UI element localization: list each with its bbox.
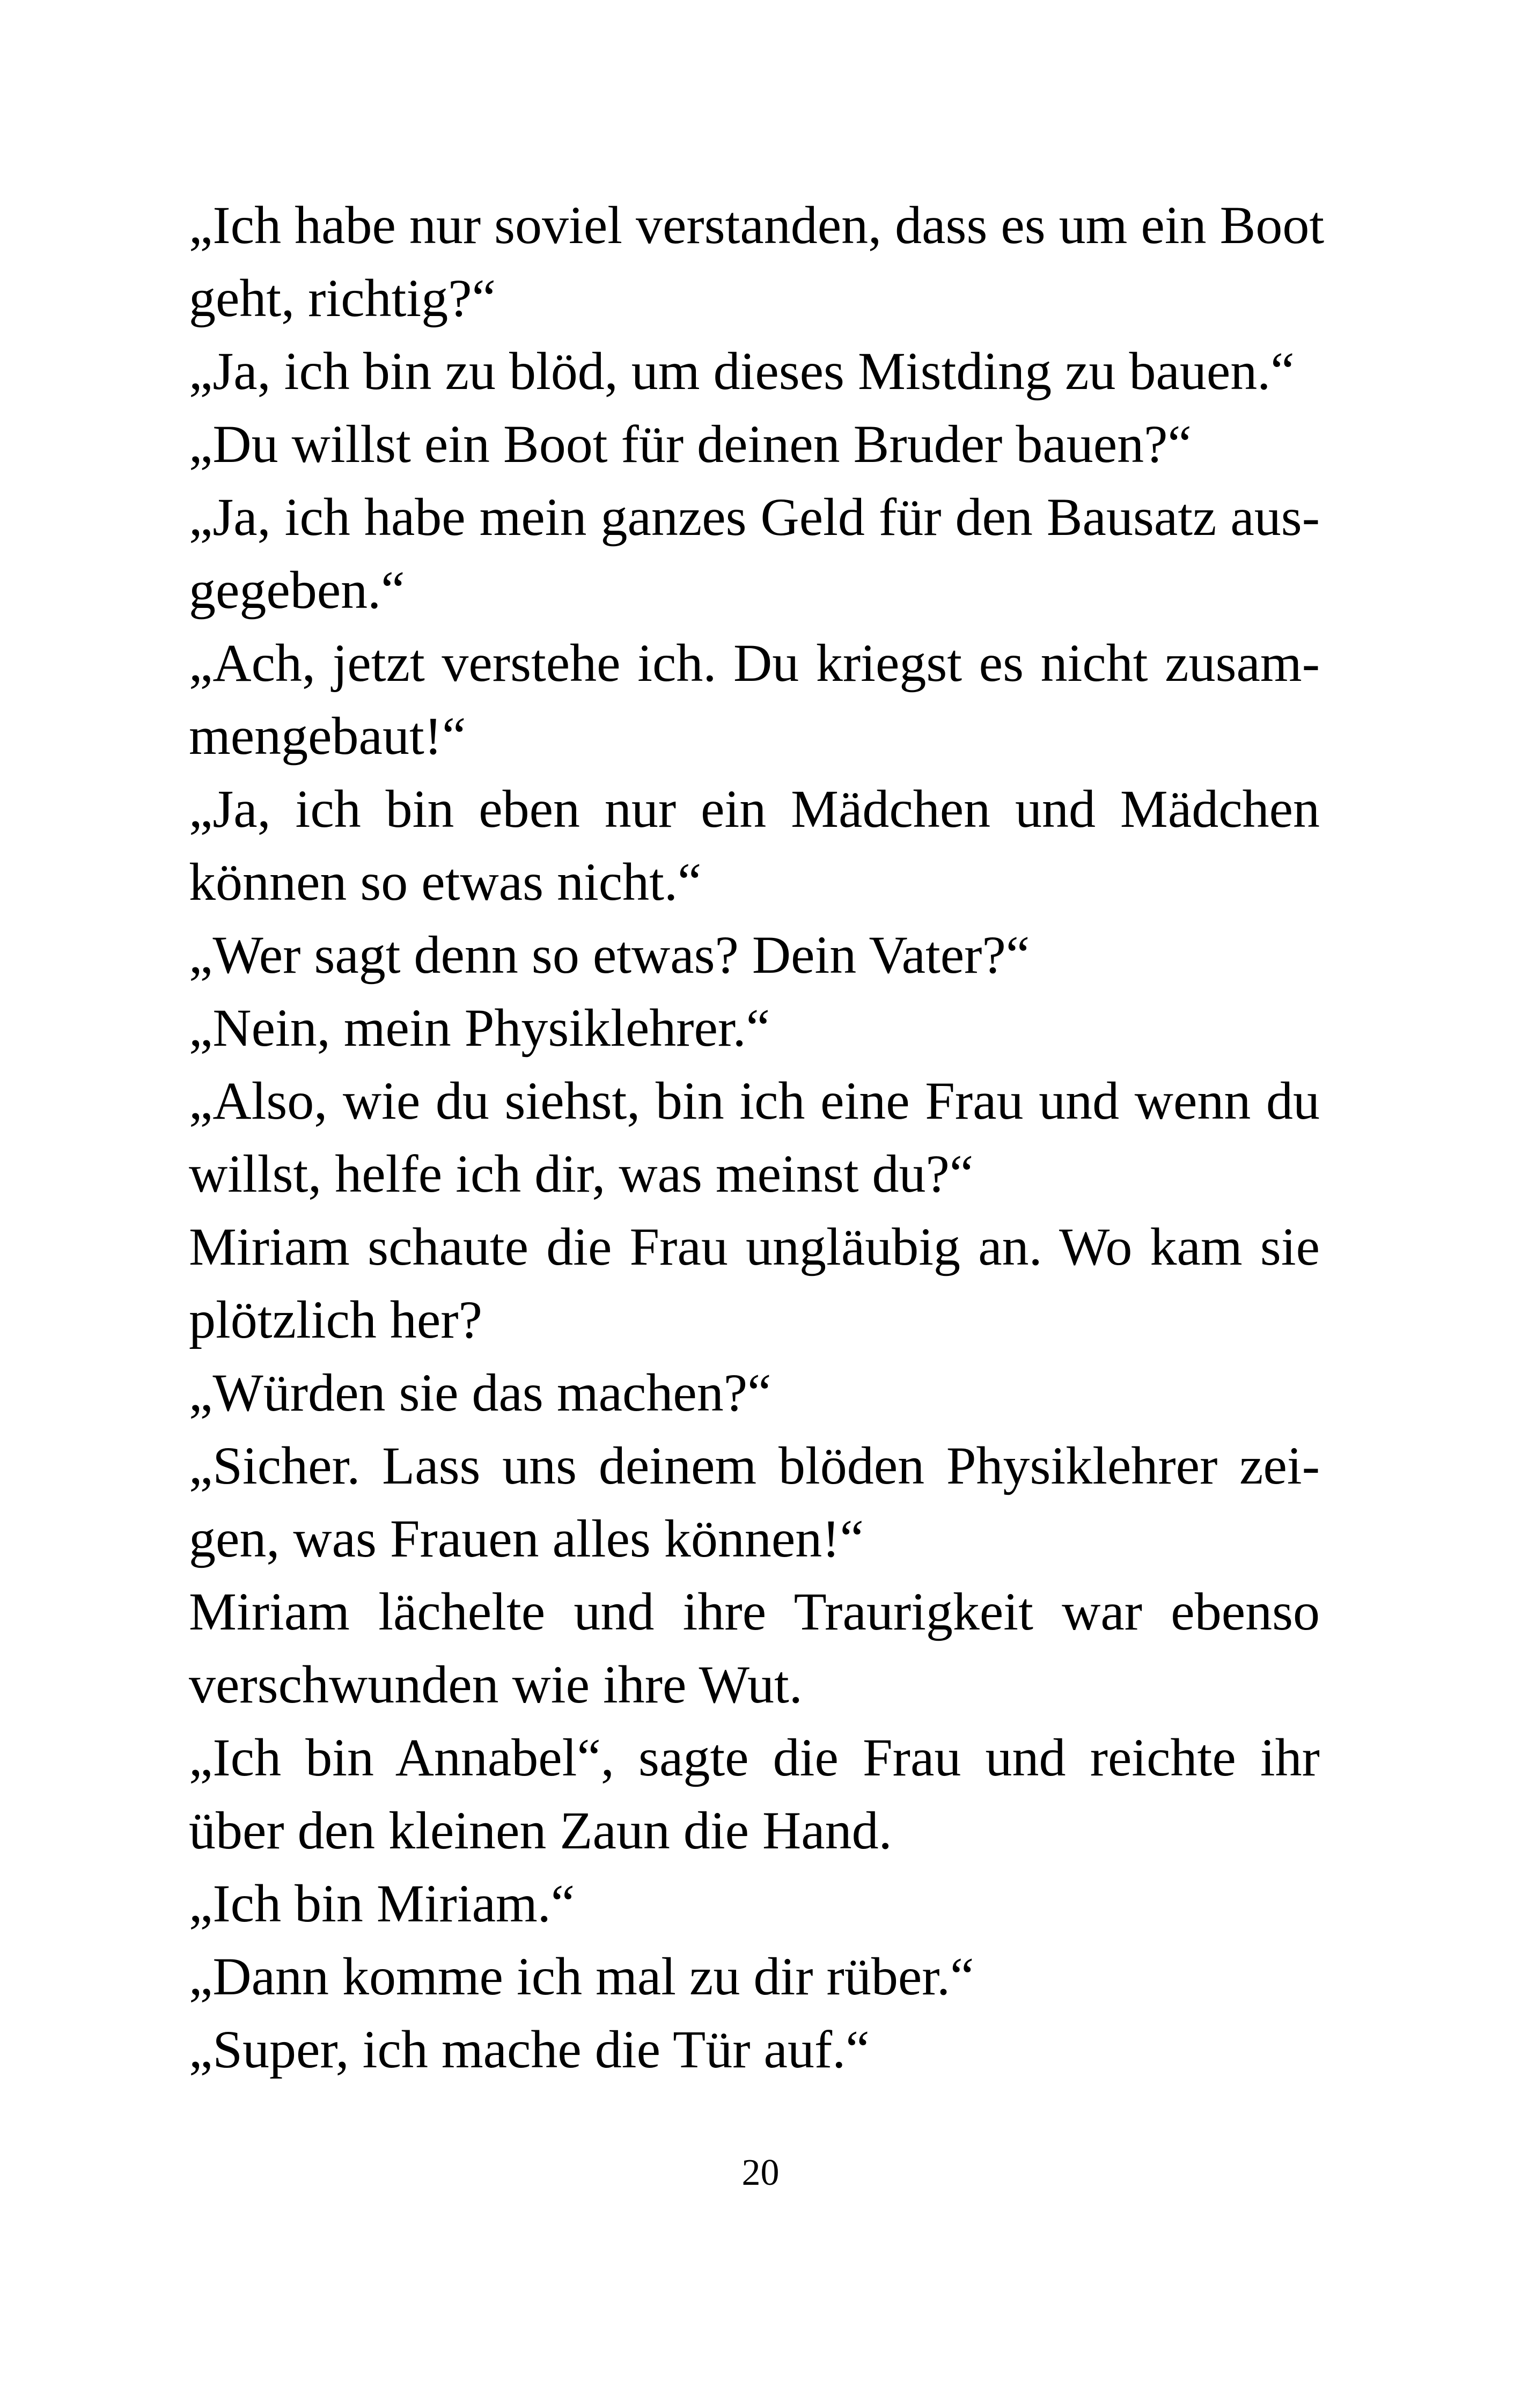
- text-line: „Wer sagt denn so etwas? Dein Vater?“: [189, 925, 1030, 985]
- text-line: „Super, ich mache die Tür auf.“: [189, 2020, 870, 2079]
- text-line: „Würden sie das machen?“: [189, 1363, 771, 1422]
- text-line: „Ich bin Miriam.“: [189, 1874, 575, 1933]
- text-line: willst, helfe ich dir, was meinst du?“: [189, 1144, 974, 1203]
- text-line: „Nein, mein Physiklehrer.“: [189, 998, 770, 1058]
- text-line: gen, was Frauen alles können!“: [189, 1509, 864, 1568]
- text-line: können so etwas nicht.“: [189, 852, 702, 912]
- text-line: Miriam lächelte und ihre Traurigkeit war ebenso: [189, 1582, 1320, 1641]
- text-line: „Ich bin Annabel“, sagte die Frau und reichte ihr: [189, 1728, 1320, 1787]
- text-line: „Ich habe nur soviel verstanden, dass es um ein Boot: [189, 195, 1325, 255]
- text-line: Miriam schaute die Frau ungläubig an. Wo kam sie: [189, 1217, 1320, 1276]
- text-line: gegeben.“: [189, 560, 405, 620]
- text-line: verschwunden wie ihre Wut.: [189, 1655, 803, 1714]
- text-line: geht, richtig?“: [189, 268, 496, 328]
- text-line: „Ja, ich bin zu blöd, um dieses Mistding zu bauen.“: [189, 341, 1295, 401]
- text-line: plötzlich her?: [189, 1290, 482, 1349]
- text-line: „Ja, ich bin eben nur ein Mädchen und Mädchen: [189, 779, 1320, 839]
- text-line: „Ja, ich habe mein ganzes Geld für den Bausatz aus-: [189, 487, 1320, 547]
- text-line: „Dann komme ich mal zu dir rüber.“: [189, 1947, 974, 2006]
- text-line: „Sicher. Lass uns deinem blöden Physiklehrer zei-: [189, 1436, 1320, 1495]
- page-number: 20: [741, 2152, 780, 2193]
- text-line: „Also, wie du siehst, bin ich eine Frau und wenn du: [189, 1071, 1320, 1130]
- text-line: mengebaut!“: [189, 706, 466, 766]
- text-line: über den kleinen Zaun die Hand.: [189, 1801, 892, 1860]
- text-line: „Ach, jetzt verstehe ich. Du kriegst es nicht zusam-: [189, 633, 1320, 693]
- text-line: „Du willst ein Boot für deinen Bruder bauen?“: [189, 414, 1192, 474]
- body-text: [189, 189, 1325, 2086]
